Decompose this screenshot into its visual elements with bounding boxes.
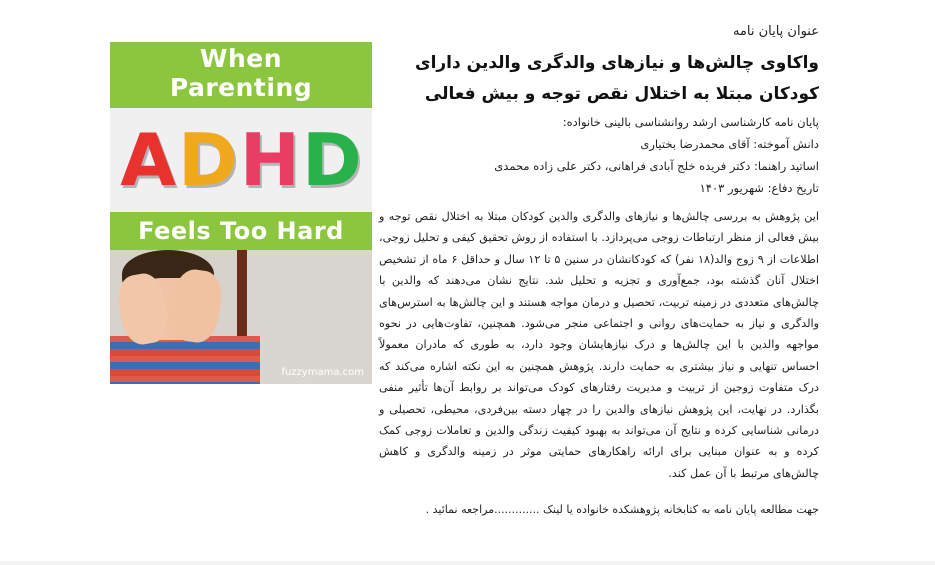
thesis-title: واکاوی چالش‌ها و نیازهای والدگری والدین دارای کودکان مبتلا به اختلال نقص توجه و بیش فعالی (414, 53, 819, 104)
cover-adhd-letters (110, 108, 372, 212)
thesis-footer-note: جهت مطالعه پایان نامه به کتابخانه پژوهشکده خانواده یا لینک .............مراجعه نمائید . (425, 503, 819, 516)
cover-title-line2: Parenting (169, 73, 313, 102)
cover-title-line1: When (199, 44, 283, 73)
thesis-abstract: این پژوهش به بررسی چالش‌ها و نیازهای والدگری والدین کودکان مبتلا به اختلال نقص توجه و بیش فعالی از منظر ارتباطات زوجی می‌پردازد. با استفاده از روش تحقیق کیفی و تحلیل زوجی، اطلاعات از ۹ زوج والد(۱۸ نفر) که کودکانشان در سنین ۵ تا ۱۲ سال و حداقل ۶ ماه از تشخیص اختلال آنان گذشته بود، جمع‌آوری و تجزیه و تحلیل شد. نتایج نشان می‌دهند که والدین با چالش‌های متعددی در زمینه تربیت، تحصیل و درمان مواجه هستند و این چالش‌ها به استرس‌های والدگری و نیاز به حمایت‌های روانی و اجتماعی منجر می‌شود. همچنین، تفاوت‌هایی در نحوه مواجهه والدین با این چالش‌ها و درک نیازهایشان وجود دارد، به طوری که مادران معمولاً احساس تنهایی و نیاز بیشتری به حمایت دارند. پژوهش همچنین به این نکته اشاره می‌کند که درک متفاوت زوجین از تربیت و مدیریت رفتارهای کودک می‌تواند بر روابط آن‌ها تأثیر منفی بگذارد. در نهایت، این پژوهش نیازهای والدین را در چهار دسته بین‌فردی، محیطی، تحصیلی و درمانی شناسایی کرده و نتایج آن می‌تواند به بهبود کیفیت زندگی والدین و تعاملات زوجی کمک کرده و به عنوان مبنایی برای ارائه راهکارهای حمایتی موثر در زمینه والدگری و کاهش چالش‌های مرتبط با آن عمل کند. (379, 210, 819, 480)
thesis-student: دانش آموخته: آقای محمدرضا بختیاری (640, 137, 819, 151)
cover-photo-child (110, 250, 372, 384)
photo-shirt (110, 336, 260, 384)
cover-letter-d1: D (177, 118, 238, 202)
thesis-label: عنوان پایان نامه (732, 24, 819, 39)
cover-bottom-band: Feels Too Hard (110, 212, 372, 250)
thesis-defense-date: تاریخ دفاع: شهریور ۱۴۰۳ (699, 181, 819, 195)
cover-top-band (110, 42, 372, 108)
bottom-divider (0, 561, 935, 565)
thesis-advisors: اساتید راهنما: دکتر فریده خلج آبادی فراهانی، دکتر علی زاده محمدی (494, 159, 819, 173)
cover-letter-d2: D (302, 118, 362, 202)
cover-letter-h: H (239, 118, 300, 202)
cover-image (110, 42, 372, 384)
thesis-degree: پایان نامه کارشناسی ارشد روانشناسی بالینی خانواده: (562, 115, 819, 129)
cover-watermark: fuzzymama.com (281, 367, 364, 378)
cover-letter-a: A (120, 118, 176, 202)
